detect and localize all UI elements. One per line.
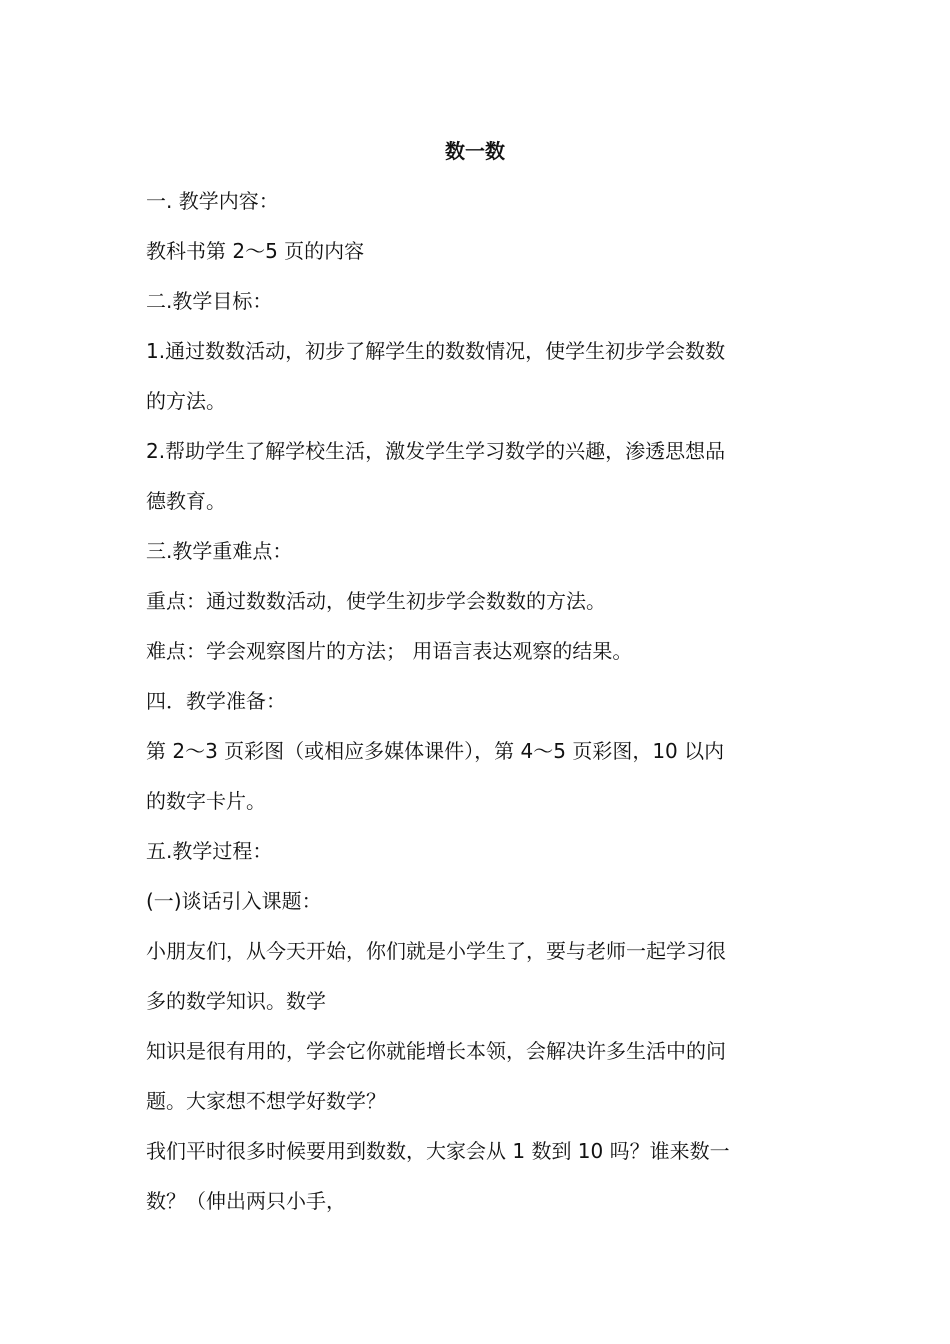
paragraph-line: 多的数学知识。数学 [146,989,326,1013]
subsection-heading: (一)谈话引入课题： [146,889,322,913]
paragraph-line: 第 2～3 页彩图（或相应多媒体课件），第 4～5 页彩图，10 以内 [146,739,725,763]
paragraph-line: 重点：通过数数活动，使学生初步学会数数的方法。 [146,589,606,613]
document-title: 数一数 [445,139,505,163]
paragraph-line: 题。大家想不想学好数学？ [146,1089,386,1113]
paragraph-line: 2.帮助学生了解学校生活，激发学生学习数学的兴趣，渗透思想品 [146,439,726,463]
paragraph-line: 的方法。 [146,389,226,413]
paragraph-line: 我们平时很多时候要用到数数，大家会从 1 数到 10 吗？谁来数一 [146,1139,730,1163]
section-heading-key-points: 三.教学重难点： [146,539,293,563]
paragraph-line: 1.通过数数活动，初步了解学生的数数情况，使学生初步学会数数 [146,339,726,363]
paragraph-line: 的数字卡片。 [146,789,266,813]
paragraph-line: 数？（伸出两只小手， [146,1189,346,1213]
paragraph-line: 德教育。 [146,489,226,513]
paragraph-line: 知识是很有用的，学会它你就能增长本领，会解决许多生活中的问 [146,1039,726,1063]
paragraph-line: 小朋友们，从今天开始，你们就是小学生了，要与老师一起学习很 [146,939,726,963]
section-heading-goals: 二.教学目标： [146,289,273,313]
paragraph-line: 教科书第 2～5 页的内容 [146,239,365,263]
paragraph-line: 难点：学会观察图片的方法； 用语言表达观察的结果。 [146,639,633,663]
section-heading-process: 五.教学过程： [146,839,273,863]
section-heading-content: 一. 教学内容： [146,189,279,213]
section-heading-preparation: 四．教学准备： [146,689,286,713]
